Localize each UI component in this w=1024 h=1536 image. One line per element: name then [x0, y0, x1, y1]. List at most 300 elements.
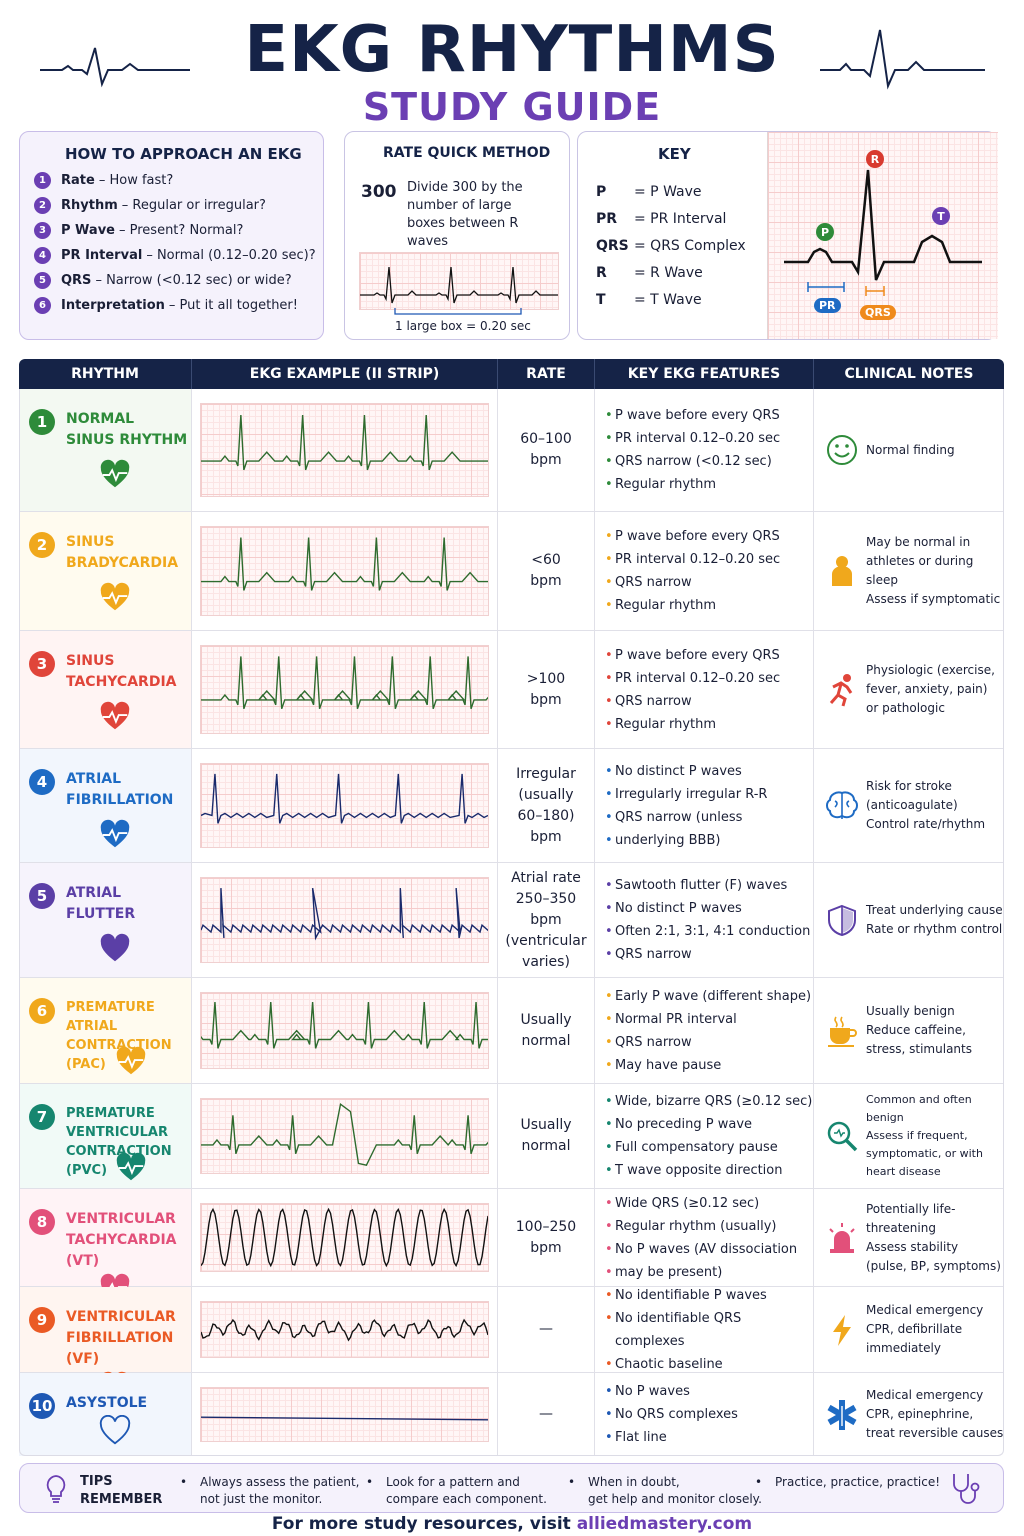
- table-row: [19, 1287, 1004, 1373]
- feature-text: QRS narrow (<0.12 sec): [615, 454, 772, 469]
- tips-bar: [19, 1463, 1004, 1513]
- rate-line: <60: [531, 552, 561, 568]
- ekg-strip: [200, 526, 489, 616]
- ekg-strip: [200, 877, 489, 963]
- heart-pulse-icon: [99, 582, 131, 618]
- feature-text: No distinct P waves: [615, 901, 742, 916]
- bullet-icon: •: [568, 1475, 576, 1489]
- step-desc: – How fast?: [98, 173, 174, 188]
- feature-text: PR interval 0.12–0.20 sec: [615, 670, 781, 686]
- key-abbr: QRS: [596, 237, 629, 254]
- rhythm-name-cell: [19, 1084, 192, 1188]
- tips-title-line1: TIPS: [80, 1474, 113, 1489]
- rate-line: varies): [522, 953, 570, 970]
- tip-item: [180, 1474, 360, 1508]
- rhythm-name: [66, 883, 135, 925]
- feature-text: Full compensatory pause: [615, 1140, 778, 1155]
- step-term: QRS: [61, 273, 92, 288]
- clinical-notes-cell: [814, 1373, 1004, 1456]
- feature-item: [605, 1426, 813, 1449]
- feature-text: No preceding P wave: [615, 1117, 753, 1132]
- key-row: [596, 232, 766, 259]
- rhythm-name-line: CONTRACTION: [66, 1144, 172, 1159]
- heart-pulse-icon: [99, 701, 131, 737]
- feature-text: Regular rhythm: [615, 477, 717, 492]
- rhythm-name-line: PREMATURE: [66, 1106, 155, 1121]
- clinical-note-line: stress, stimulants: [866, 1042, 972, 1056]
- brain-icon: [824, 788, 860, 824]
- rhythm-name-line: VENTRICULAR: [66, 1211, 176, 1227]
- rate-method-title: RATE QUICK METHOD: [383, 145, 551, 161]
- clinical-note-line: fever, anxiety, pain): [866, 682, 988, 696]
- ekg-strip-cell: [192, 1287, 498, 1372]
- bullet-icon: •: [366, 1475, 374, 1489]
- clinical-note-line: Potentially life-threatening: [866, 1201, 956, 1235]
- heart-outline-icon: [99, 1415, 131, 1451]
- tip-item: [755, 1474, 941, 1491]
- clinical-notes-cell: [814, 389, 1004, 511]
- rhythm-name-cell: [19, 1189, 192, 1286]
- running-icon: [824, 672, 860, 708]
- rhythm-name-cell: [19, 978, 192, 1083]
- rhythm-name-cell: [19, 389, 192, 511]
- clinical-note-line: May be normal in: [866, 535, 971, 549]
- feature-text: QRS narrow: [615, 947, 692, 962]
- rate-line: (usually: [518, 786, 574, 803]
- feature-text: Irregularly irregular R-R: [615, 786, 768, 802]
- approach-title: HOW TO APPROACH AN EKG: [65, 145, 302, 163]
- bullet-icon: •: [605, 786, 613, 802]
- feature-text: Regular rhythm: [615, 716, 717, 732]
- tip-line: When in doubt,: [588, 1475, 680, 1489]
- diagram-p-label: P: [816, 223, 834, 241]
- ekg-strip-cell: [192, 978, 498, 1083]
- rhythm-name-line: ATRIAL: [66, 1019, 118, 1034]
- step-desc: – Normal (0.12–0.20 sec)?: [146, 248, 316, 263]
- rate-line: bpm: [530, 573, 562, 589]
- clinical-note-line: Usually benign: [866, 1004, 955, 1018]
- feature-text: underlying BBB): [615, 832, 721, 848]
- rhythm-name: [66, 651, 176, 693]
- feature-text: May have pause: [615, 1057, 722, 1073]
- feature-text: PR interval 0.12–0.20 sec: [615, 431, 781, 446]
- tip-line: not just the monitor.: [200, 1492, 323, 1506]
- rhythm-name-line: VENTRICULAR: [66, 1125, 168, 1140]
- bullet-icon: •: [605, 1241, 613, 1257]
- rhythm-name-line: NORMAL: [66, 411, 135, 427]
- rhythm-name: [66, 409, 187, 451]
- bullet-icon: •: [605, 670, 613, 686]
- feature-text: Regular rhythm (usually): [615, 1218, 777, 1234]
- step-desc: – Present? Normal?: [119, 223, 244, 238]
- clinical-notes-cell: [814, 631, 1004, 748]
- rhythm-name-line: TACHYCARDIA: [66, 674, 177, 690]
- bullet-icon: •: [605, 1117, 613, 1132]
- rate-method-panel: [344, 131, 570, 340]
- clinical-note-line: immediately: [866, 1341, 941, 1355]
- step-term: Rhythm: [61, 198, 118, 213]
- step-number: 6: [34, 297, 51, 314]
- feature-item: [605, 594, 813, 617]
- feature-text: Often 2:1, 3:1, 4:1 conduction: [615, 924, 811, 939]
- rhythm-number-badge: 4: [29, 769, 55, 795]
- approach-step: [34, 293, 324, 318]
- rate-cell: [498, 749, 595, 862]
- feature-item: [605, 874, 813, 897]
- features-cell: [595, 978, 814, 1083]
- step-term: Interpretation: [61, 298, 165, 313]
- bullet-icon: •: [180, 1475, 188, 1489]
- rhythm-name-line: BRADYCARDIA: [66, 555, 179, 571]
- rate-cell: [498, 978, 595, 1083]
- feature-text: T wave opposite direction: [615, 1163, 783, 1178]
- rhythm-name: [66, 1307, 176, 1370]
- clinical-note-line: CPR, epinephrine,: [866, 1407, 974, 1421]
- bullet-icon: •: [605, 1218, 613, 1234]
- approach-steps: [34, 168, 324, 318]
- rate-cell: [498, 1287, 595, 1372]
- features-cell: [595, 863, 814, 977]
- rhythm-name: [66, 1209, 176, 1272]
- clinical-note-line: Assess stability: [866, 1239, 959, 1254]
- rate-line: bpm: [530, 828, 562, 845]
- rate-line: normal: [521, 1138, 571, 1154]
- rhythm-number-badge: 6: [29, 998, 55, 1024]
- clinical-note-text: [866, 661, 995, 718]
- lightbulb-icon: [44, 1474, 68, 1504]
- tip-item: [568, 1474, 762, 1508]
- bullet-icon: •: [605, 1356, 613, 1372]
- key-panel: [577, 131, 997, 340]
- table-row: [19, 978, 1004, 1084]
- step-number: 1: [34, 172, 51, 189]
- tips-title: [80, 1473, 162, 1509]
- bullet-icon: •: [605, 575, 613, 590]
- clinical-notes-cell: [814, 1287, 1004, 1372]
- clinical-notes-cell: [814, 1084, 1004, 1188]
- feature-item: [605, 1090, 813, 1113]
- rate-line: 60–180): [517, 807, 575, 824]
- clinical-note-line: Normal finding: [866, 442, 955, 457]
- feature-item: [605, 1261, 813, 1284]
- feature-item: [605, 943, 813, 966]
- feature-text: Wide QRS (≥0.12 sec): [615, 1195, 760, 1211]
- clinical-note-line: Medical emergency: [866, 1388, 984, 1402]
- rhythm-name-line: ATRIAL: [66, 771, 122, 787]
- feature-item: [605, 525, 813, 548]
- rate-cell: [498, 1189, 595, 1286]
- rate-line: Irregular: [516, 765, 576, 782]
- step-term: PR Interval: [61, 248, 143, 263]
- rate-line: —: [539, 1321, 553, 1337]
- bullet-icon: •: [605, 408, 613, 423]
- rhythm-name-line: TACHYCARDIA: [66, 1232, 177, 1248]
- tip-line: Look for a pattern and: [386, 1475, 520, 1489]
- bullet-icon: •: [605, 1163, 613, 1178]
- bullet-icon: •: [605, 901, 613, 916]
- rhythm-name-cell: [19, 631, 192, 748]
- rhythm-name-line: SINUS RHYTHM: [66, 432, 188, 448]
- rate-cell: [498, 1373, 595, 1456]
- feature-item: [605, 1113, 813, 1136]
- bullet-icon: •: [605, 598, 613, 613]
- table-row: [19, 512, 1004, 631]
- clinical-note-line: symptomatic, or with: [866, 1147, 983, 1160]
- step-number: 2: [34, 197, 51, 214]
- rhythm-number-badge: 9: [29, 1307, 55, 1333]
- rate-cell: [498, 863, 595, 977]
- table-row: [19, 1189, 1004, 1287]
- ekg-strip: [200, 403, 489, 497]
- rate-line: 250–350: [515, 890, 577, 907]
- feature-item: [605, 644, 813, 667]
- lightning-icon: [824, 1312, 860, 1348]
- feature-text: Regular rhythm: [615, 598, 717, 613]
- clinical-note-text: [866, 1301, 983, 1358]
- feature-text: No identifiable QRS complexes: [615, 1310, 742, 1349]
- rate-line: >100: [526, 670, 566, 687]
- feature-item: [605, 760, 813, 783]
- rhythm-name-cell: [19, 749, 192, 862]
- ekg-strip-cell: [192, 631, 498, 748]
- key-row: [596, 286, 766, 313]
- step-number: 4: [34, 247, 51, 264]
- features-cell: [595, 631, 814, 748]
- rhythm-name: [66, 1393, 147, 1414]
- feature-text: Early P wave (different shape): [615, 988, 812, 1004]
- key-abbr: PR: [596, 210, 618, 227]
- bullet-icon: •: [605, 1057, 613, 1073]
- clinical-note-text: [866, 1386, 1003, 1443]
- key-abbr: T: [596, 291, 606, 308]
- feature-item: [605, 667, 813, 690]
- step-number: 3: [34, 222, 51, 239]
- table-row: [19, 631, 1004, 749]
- rhythm-name-cell: [19, 1373, 192, 1456]
- alarm-icon: [824, 1220, 860, 1256]
- clinical-note-line: Reduce caffeine,: [866, 1023, 966, 1037]
- feature-text: Wide, bizarre QRS (≥0.12 sec): [615, 1094, 813, 1109]
- bullet-icon: •: [605, 1140, 613, 1155]
- table-row: [19, 749, 1004, 863]
- clinical-note-text: [866, 1002, 972, 1059]
- feature-text: No distinct P waves: [615, 763, 742, 779]
- key-row: [596, 259, 766, 286]
- rhythm-name-line: ASYSTOLE: [66, 1395, 148, 1411]
- bullet-icon: •: [605, 1310, 613, 1326]
- stethoscope-icon: [948, 1472, 984, 1506]
- bullet-icon: •: [605, 947, 613, 962]
- ekg-strip: [200, 1203, 489, 1272]
- heart-pulse-icon: [99, 459, 131, 495]
- feature-text: QRS narrow: [615, 1034, 692, 1050]
- ekg-strip-cell: [192, 749, 498, 862]
- clinical-note-text: [866, 901, 1003, 939]
- clinical-note-text: [866, 777, 985, 834]
- bullet-icon: •: [605, 1384, 613, 1399]
- feature-item: [605, 1031, 813, 1054]
- feature-text: Sawtooth flutter (F) waves: [615, 878, 788, 893]
- clinical-notes-cell: [814, 978, 1004, 1083]
- rhythm-name-line: (VF): [66, 1351, 100, 1367]
- tip-line: compare each component.: [386, 1492, 547, 1506]
- feature-text: QRS narrow: [615, 693, 692, 709]
- features-cell: [595, 389, 814, 511]
- clinical-note-line: athletes or during sleep: [866, 554, 974, 587]
- bullet-icon: •: [605, 763, 613, 779]
- tip-line: get help and monitor closely.: [588, 1492, 762, 1506]
- heart-pulse-icon: [99, 819, 131, 855]
- rhythm-name-line: SINUS: [66, 653, 115, 669]
- ekg-strip: [200, 645, 489, 734]
- feature-text: Flat line: [615, 1430, 667, 1445]
- features-cell: [595, 1287, 814, 1372]
- page-title: EKG RHYTHMS: [244, 13, 780, 87]
- feature-item: [605, 985, 813, 1008]
- feature-item: [605, 829, 813, 852]
- rhythm-table-header: [19, 359, 1004, 389]
- clinical-notes-cell: [814, 1189, 1004, 1286]
- features-cell: [595, 512, 814, 630]
- bullet-icon: •: [605, 1195, 613, 1211]
- key-title: KEY: [658, 145, 691, 163]
- rate-line: bpm: [530, 911, 562, 928]
- feature-item: [605, 690, 813, 713]
- bullet-icon: •: [605, 431, 613, 446]
- key-row: [596, 205, 766, 232]
- table-row: [19, 863, 1004, 978]
- clinical-note-text: [866, 441, 955, 460]
- bullet-icon: •: [605, 647, 613, 663]
- approach-step: [34, 268, 324, 293]
- rate-line: bpm: [530, 691, 562, 708]
- bullet-icon: •: [605, 832, 613, 848]
- clinical-note-line: treat reversible causes: [866, 1426, 1004, 1440]
- feature-item: [605, 1054, 813, 1077]
- clinical-note-text: [866, 1200, 1004, 1276]
- feature-text: No P waves: [615, 1384, 690, 1399]
- bullet-icon: •: [605, 1034, 613, 1050]
- ekg-strip: [200, 1387, 489, 1442]
- bullet-icon: •: [605, 1264, 613, 1280]
- bullet-icon: •: [605, 924, 613, 939]
- clinical-note-line: (anticoagulate): [866, 798, 958, 812]
- clinical-notes-cell: [814, 749, 1004, 862]
- bullet-icon: •: [605, 1011, 613, 1027]
- clinical-note-line: CPR, defibrillate: [866, 1322, 963, 1336]
- feature-item: [605, 1159, 813, 1182]
- bullet-icon: •: [755, 1475, 763, 1489]
- rate-line: normal: [521, 1032, 571, 1049]
- bullet-icon: •: [605, 693, 613, 709]
- rate-method-text: Divide 300 by the number of large boxes between R waves: [407, 180, 523, 249]
- clinical-note-line: Assess if frequent,: [866, 1129, 968, 1142]
- clinical-note-line: Treat underlying cause: [866, 903, 1003, 917]
- table-header-cell: RATE: [498, 359, 595, 389]
- rhythm-number-badge: 5: [29, 883, 55, 909]
- clinical-note-line: or pathologic: [866, 701, 945, 715]
- bullet-icon: •: [605, 1407, 613, 1422]
- footer: [0, 1514, 1024, 1534]
- feature-text: QRS narrow: [615, 575, 692, 590]
- diagram-t-label: T: [932, 207, 950, 225]
- bullet-icon: •: [605, 1430, 613, 1445]
- bullet-icon: •: [605, 716, 613, 732]
- features-cell: [595, 749, 814, 862]
- rhythm-number-badge: 10: [29, 1393, 55, 1419]
- feature-item: [605, 571, 813, 594]
- rhythm-name-line: (VT): [66, 1253, 100, 1269]
- feature-item: [605, 404, 813, 427]
- feature-text: No P waves (AV dissociation: [615, 1241, 798, 1257]
- heart-pulse-icon: [115, 1152, 147, 1188]
- person-icon: [824, 553, 860, 589]
- key-list: [596, 178, 766, 313]
- ekg-strip-cell: [192, 512, 498, 630]
- rate-line: (ventricular: [505, 932, 587, 949]
- rate-cell: [498, 512, 595, 630]
- feature-text: PR interval 0.12–0.20 sec: [615, 552, 781, 567]
- ekg-strip: [200, 1301, 489, 1358]
- rhythm-name-line: FLUTTER: [66, 906, 136, 922]
- key-abbr: P: [596, 183, 607, 200]
- step-term: P Wave: [61, 223, 115, 238]
- smiley-icon: [824, 432, 860, 468]
- magnifier-icon: [824, 1118, 860, 1154]
- clinical-note-line: (pulse, BP, symptoms): [866, 1258, 1001, 1273]
- clinical-notes-cell: [814, 512, 1004, 630]
- bullet-icon: •: [605, 878, 613, 893]
- feature-item: [605, 713, 813, 736]
- key-def: = QRS Complex: [634, 237, 746, 254]
- rhythm-name-line: PREMATURE: [66, 1000, 155, 1015]
- feature-item: [605, 450, 813, 473]
- approach-step: [34, 193, 324, 218]
- feature-text: Chaotic baseline: [615, 1356, 723, 1372]
- tip-item: [366, 1474, 547, 1508]
- feature-text: P wave before every QRS: [615, 408, 780, 423]
- key-def: = PR Interval: [634, 210, 727, 227]
- rate-line: Usually: [520, 1117, 572, 1133]
- clinical-note-line: Control rate/rhythm: [866, 817, 986, 831]
- ekg-strip: [200, 992, 489, 1069]
- rhythm-number-badge: 2: [29, 532, 55, 558]
- bullet-icon: •: [605, 477, 613, 492]
- footer-link[interactable]: alliedmastery.com: [576, 1514, 753, 1534]
- clinical-note-line: Common and often benign: [866, 1093, 972, 1124]
- feature-item: [605, 1215, 813, 1238]
- bullet-icon: •: [605, 809, 613, 825]
- feature-text: No QRS complexes: [615, 1407, 738, 1422]
- rhythm-name-line: FIBRILLATION: [66, 792, 174, 808]
- clinical-note-line: Assess if symptomatic: [866, 592, 1001, 606]
- diagram-pr-label: PR: [814, 298, 841, 313]
- feature-item: [605, 1192, 813, 1215]
- key-def: = P Wave: [634, 183, 702, 200]
- rate-method-number: 300: [361, 182, 397, 202]
- rate-cell: [498, 389, 595, 511]
- table-row: [19, 389, 1004, 512]
- rhythm-name-line: ATRIAL: [66, 885, 122, 901]
- step-number: 5: [34, 272, 51, 289]
- rhythm-name-line: (PVC): [66, 1163, 108, 1178]
- clinical-notes-cell: [814, 863, 1004, 977]
- rate-cell: [498, 631, 595, 748]
- star-of-life-icon: [824, 1397, 860, 1433]
- feature-text: QRS narrow (unless: [615, 809, 743, 825]
- ekg-strip: [200, 763, 489, 848]
- table-header-cell: RHYTHM: [19, 359, 192, 389]
